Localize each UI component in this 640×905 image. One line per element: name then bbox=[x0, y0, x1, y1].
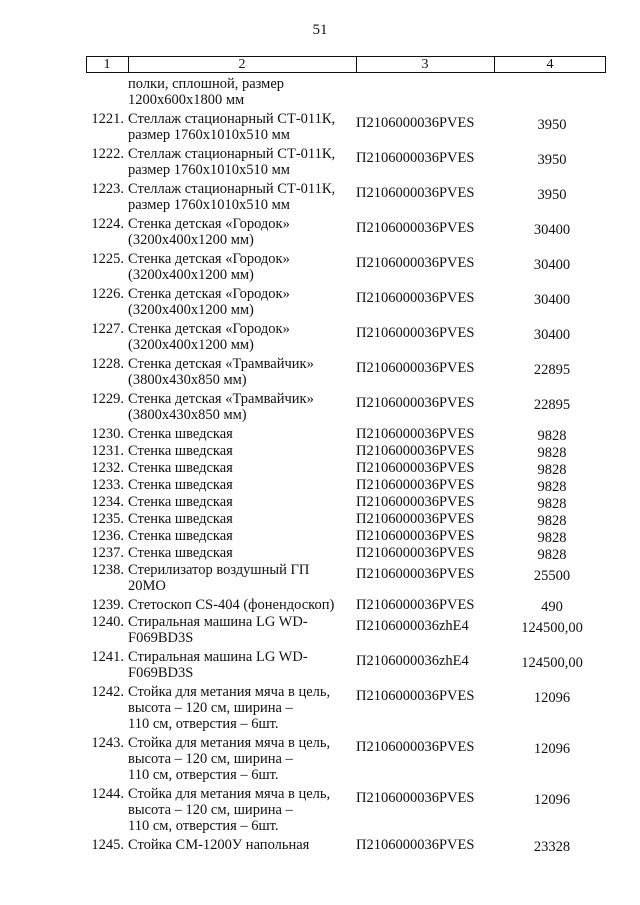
table-row bbox=[0, 426, 640, 442]
header-col-1: 1 bbox=[103, 57, 111, 72]
item-code: П2106000036PVES bbox=[356, 688, 475, 704]
table-row bbox=[0, 614, 640, 646]
table-row bbox=[0, 684, 640, 732]
item-code: П2106000036PVES bbox=[356, 150, 475, 166]
item-name-line: 20МО bbox=[128, 578, 166, 594]
item-price: 22895 bbox=[533, 397, 571, 413]
item-name-line: Стеллаж стационарный СТ-011К, bbox=[128, 181, 336, 197]
item-name bbox=[128, 562, 356, 594]
item-number: 1228. bbox=[91, 356, 124, 372]
item-price: 9828 bbox=[537, 496, 567, 512]
item-name-line: (3200х400х1200 мм) bbox=[128, 302, 254, 318]
table-row bbox=[0, 251, 640, 283]
item-price: 3950 bbox=[537, 187, 567, 203]
item-name bbox=[128, 735, 356, 783]
item-code: П2106000036PVES bbox=[356, 115, 475, 131]
item-name-line: (3200х400х1200 мм) bbox=[128, 337, 254, 353]
item-name-line: (3800х430х850 мм) bbox=[128, 372, 247, 388]
item-name-line: полки, сплошной, размер bbox=[128, 76, 285, 92]
item-number: 1234. bbox=[91, 494, 124, 510]
item-name-line: (3800х430х850 мм) bbox=[128, 407, 247, 423]
item-name-line: 110 см, отверстия – 6шт. bbox=[128, 716, 279, 732]
item-code: П2106000036PVES bbox=[356, 325, 475, 341]
header-col-2: 2 bbox=[238, 57, 246, 72]
item-name bbox=[128, 511, 356, 527]
item-code: П2106000036PVES bbox=[356, 511, 475, 527]
item-name-line: Стетоскоп CS-404 (фонендоскоп) bbox=[128, 597, 335, 613]
item-name-line: (3200х400х1200 мм) bbox=[128, 267, 254, 283]
item-name bbox=[128, 426, 356, 442]
item-code: П2106000036zhE4 bbox=[356, 653, 469, 669]
item-price: 9828 bbox=[537, 547, 567, 563]
table-row bbox=[0, 286, 640, 318]
item-name-line: Стенка детская «Городок» bbox=[128, 216, 290, 232]
item-name-line: Стеллаж стационарный СТ-011К, bbox=[128, 146, 336, 162]
item-code: П2106000036PVES bbox=[356, 426, 475, 442]
item-name bbox=[128, 477, 356, 493]
item-price: 124500,00 bbox=[521, 620, 583, 636]
item-name bbox=[128, 494, 356, 510]
table-row bbox=[0, 511, 640, 527]
item-name bbox=[128, 181, 356, 213]
item-name-line: Стенка детская «Городок» bbox=[128, 286, 290, 302]
item-code: П2106000036PVES bbox=[356, 494, 475, 510]
item-name bbox=[128, 216, 356, 248]
item-code: П2106000036PVES bbox=[356, 443, 475, 459]
item-name bbox=[128, 684, 356, 732]
item-price: 490 bbox=[541, 599, 563, 615]
item-name-line: Стенка шведская bbox=[128, 426, 233, 442]
header-col-4: 4 bbox=[546, 57, 554, 72]
table-row bbox=[0, 216, 640, 248]
continued-row bbox=[0, 76, 640, 108]
item-number: 1232. bbox=[91, 460, 124, 476]
item-number: 1230. bbox=[91, 426, 124, 442]
item-price: 9828 bbox=[537, 445, 567, 461]
item-number: 1231. bbox=[91, 443, 124, 459]
item-price: 30400 bbox=[533, 222, 571, 238]
item-name-line: высота – 120 см, ширина – bbox=[128, 751, 293, 767]
item-price: 30400 bbox=[533, 327, 571, 343]
item-name-line: Стенка шведская bbox=[128, 511, 233, 527]
item-name-line: Стенка детская «Трамвайчик» bbox=[128, 391, 314, 407]
page-number: 51 bbox=[312, 22, 328, 38]
item-code: П2106000036PVES bbox=[356, 528, 475, 544]
item-number: 1227. bbox=[91, 321, 124, 337]
table-row bbox=[0, 356, 640, 388]
item-number: 1229. bbox=[91, 391, 124, 407]
item-name-line: Стойка для метания мяча в цель, bbox=[128, 735, 331, 751]
item-price: 22895 bbox=[533, 362, 571, 378]
table-row bbox=[0, 321, 640, 353]
item-name bbox=[128, 443, 356, 459]
item-name-line: Стенка шведская bbox=[128, 460, 233, 476]
item-code: П2106000036PVES bbox=[356, 395, 475, 411]
item-name-line: Стиральная машина LG WD- bbox=[128, 614, 308, 630]
item-number: 1223. bbox=[91, 181, 124, 197]
item-name-line: Стенка шведская bbox=[128, 443, 233, 459]
item-price: 12096 bbox=[533, 741, 571, 757]
item-name-line: Стенка детская «Городок» bbox=[128, 321, 290, 337]
item-name-line: Стеллаж стационарный СТ-011К, bbox=[128, 111, 336, 127]
item-number: 1244. bbox=[91, 786, 124, 802]
item-name-line: Стойка для метания мяча в цель, bbox=[128, 786, 331, 802]
item-name bbox=[128, 251, 356, 283]
item-name-line: Стенка шведская bbox=[128, 477, 233, 493]
item-price: 9828 bbox=[537, 513, 567, 529]
item-code: П2106000036zhE4 bbox=[356, 618, 469, 634]
table-row bbox=[0, 837, 640, 853]
item-number: 1238. bbox=[91, 562, 124, 578]
item-name-line: Стенка детская «Трамвайчик» bbox=[128, 356, 314, 372]
item-name-line: Стенка шведская bbox=[128, 494, 233, 510]
item-price: 12096 bbox=[533, 690, 571, 706]
item-number: 1221. bbox=[91, 111, 124, 127]
table-row bbox=[0, 460, 640, 476]
item-code: П2106000036PVES bbox=[356, 360, 475, 376]
item-code: П2106000036PVES bbox=[356, 255, 475, 271]
table-row bbox=[0, 391, 640, 423]
item-price: 12096 bbox=[533, 792, 571, 808]
table-row bbox=[0, 146, 640, 178]
item-code: П2106000036PVES bbox=[356, 220, 475, 236]
table-row bbox=[0, 528, 640, 544]
item-code: П2106000036PVES bbox=[356, 790, 475, 806]
item-name-line: высота – 120 см, ширина – bbox=[128, 700, 293, 716]
item-name bbox=[128, 545, 356, 561]
item-name bbox=[128, 76, 356, 108]
item-code: П2106000036PVES bbox=[356, 739, 475, 755]
item-number: 1235. bbox=[91, 511, 124, 527]
item-code: П2106000036PVES bbox=[356, 460, 475, 476]
item-name bbox=[128, 786, 356, 834]
item-name-line: 1200х600х1800 мм bbox=[128, 92, 245, 108]
item-name-line: Стойка для метания мяча в цель, bbox=[128, 684, 331, 700]
item-price: 23328 bbox=[533, 839, 571, 855]
item-number: 1239. bbox=[91, 597, 124, 613]
table-row bbox=[0, 443, 640, 459]
item-price: 124500,00 bbox=[521, 655, 583, 671]
table-row bbox=[0, 735, 640, 783]
table-row bbox=[0, 562, 640, 594]
item-name-line: 110 см, отверстия – 6шт. bbox=[128, 818, 279, 834]
item-number: 1224. bbox=[91, 216, 124, 232]
item-name-line: Стойка СМ-1200У напольная bbox=[128, 837, 310, 853]
table-row bbox=[0, 181, 640, 213]
item-name-line: размер 1760х1010х510 мм bbox=[128, 162, 290, 178]
item-name bbox=[128, 649, 356, 681]
item-name bbox=[128, 356, 356, 388]
item-name bbox=[128, 614, 356, 646]
item-price: 9828 bbox=[537, 462, 567, 478]
item-number: 1225. bbox=[91, 251, 124, 267]
item-price: 9828 bbox=[537, 479, 567, 495]
item-code: П2106000036PVES bbox=[356, 185, 475, 201]
item-name bbox=[128, 837, 356, 853]
item-number: 1245. bbox=[91, 837, 124, 853]
item-price: 3950 bbox=[537, 117, 567, 133]
item-name-line: (3200х400х1200 мм) bbox=[128, 232, 254, 248]
item-number: 1237. bbox=[91, 545, 124, 561]
item-name-line: размер 1760х1010х510 мм bbox=[128, 127, 290, 143]
item-name-line: высота – 120 см, ширина – bbox=[128, 802, 293, 818]
item-name bbox=[128, 321, 356, 353]
item-code: П2106000036PVES bbox=[356, 545, 475, 561]
item-price: 9828 bbox=[537, 530, 567, 546]
table-row bbox=[0, 477, 640, 493]
table-row bbox=[0, 649, 640, 681]
item-name bbox=[128, 597, 356, 613]
item-code: П2106000036PVES bbox=[356, 290, 475, 306]
item-number: 1226. bbox=[91, 286, 124, 302]
item-name-line: 110 см, отверстия – 6шт. bbox=[128, 767, 279, 783]
item-name-line: F069BD3S bbox=[128, 630, 194, 646]
item-name bbox=[128, 111, 356, 143]
item-name bbox=[128, 286, 356, 318]
item-number: 1236. bbox=[91, 528, 124, 544]
item-number: 1233. bbox=[91, 477, 124, 493]
item-name-line: размер 1760х1010х510 мм bbox=[128, 197, 290, 213]
table-row bbox=[0, 545, 640, 561]
table-row bbox=[0, 597, 640, 613]
item-name-line: Стиральная машина LG WD- bbox=[128, 649, 308, 665]
item-price: 30400 bbox=[533, 257, 571, 273]
table-row bbox=[0, 786, 640, 834]
item-price: 3950 bbox=[537, 152, 567, 168]
item-name bbox=[128, 391, 356, 423]
item-name bbox=[128, 528, 356, 544]
item-code: П2106000036PVES bbox=[356, 477, 475, 493]
item-name-line: Стерилизатор воздушный ГП bbox=[128, 562, 310, 578]
table-body bbox=[0, 76, 640, 854]
item-code: П2106000036PVES bbox=[356, 566, 475, 582]
item-code: П2106000036PVES bbox=[356, 837, 475, 853]
header-col-3: 3 bbox=[421, 57, 429, 72]
table-row bbox=[0, 494, 640, 510]
item-price: 30400 bbox=[533, 292, 571, 308]
item-code: П2106000036PVES bbox=[356, 597, 475, 613]
item-price: 9828 bbox=[537, 428, 567, 444]
table-row bbox=[0, 111, 640, 143]
item-number: 1243. bbox=[91, 735, 124, 751]
table-header bbox=[86, 56, 606, 73]
item-name-line: F069BD3S bbox=[128, 665, 194, 681]
item-name bbox=[128, 460, 356, 476]
item-number: 1241. bbox=[91, 649, 124, 665]
item-number: 1242. bbox=[91, 684, 124, 700]
item-name-line: Стенка шведская bbox=[128, 528, 233, 544]
item-price: 25500 bbox=[533, 568, 571, 584]
item-name-line: Стенка шведская bbox=[128, 545, 233, 561]
item-number: 1240. bbox=[91, 614, 124, 630]
item-name bbox=[128, 146, 356, 178]
item-number: 1222. bbox=[91, 146, 124, 162]
item-name-line: Стенка детская «Городок» bbox=[128, 251, 290, 267]
